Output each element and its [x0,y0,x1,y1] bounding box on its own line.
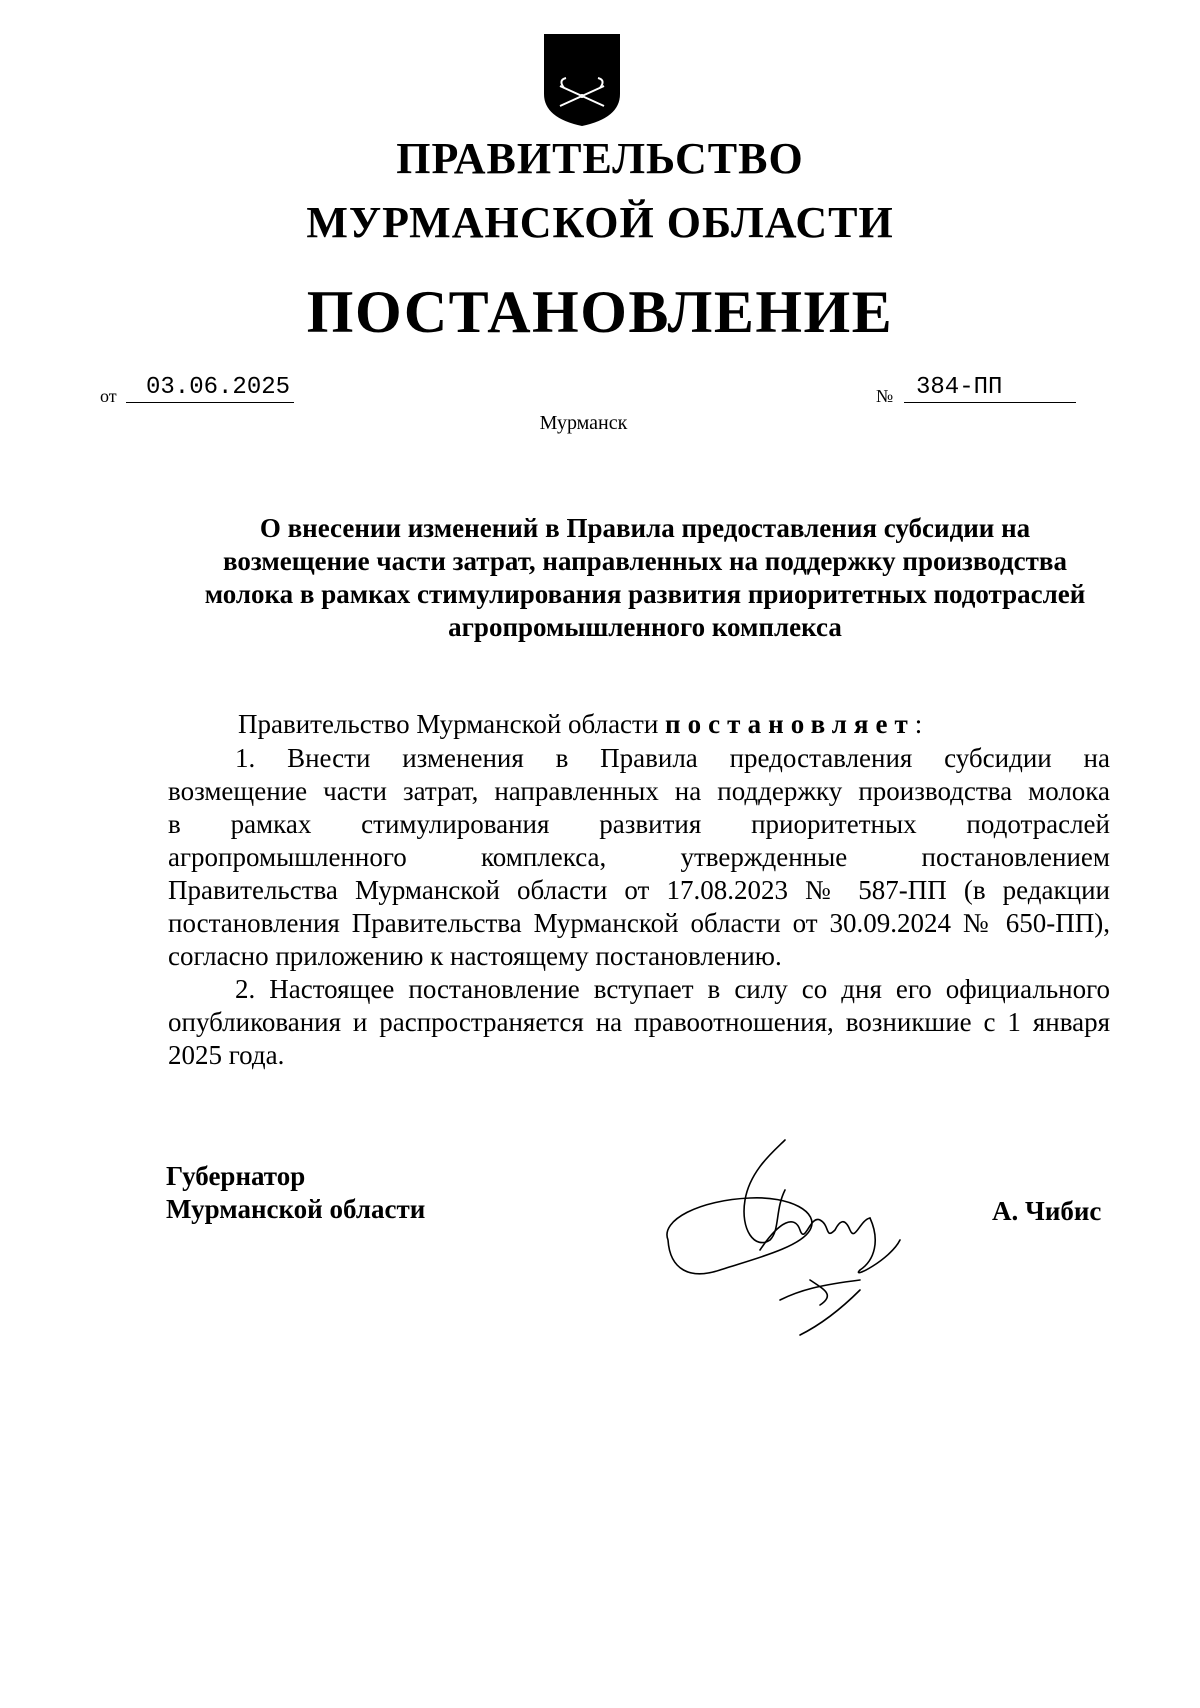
paragraph-1-line: согласно приложению к настоящему постановлению. [168,941,782,971]
paragraph-1-line: возмещение части затрат, направленных на поддержку производства молока [168,776,1110,806]
date-prefix: от [100,386,117,406]
paragraph-1-line: 1. Внести изменения в Правила предоставления субсидии на [235,743,1110,773]
paragraph-2-line: 2. Настоящее постановление вступает в силу со дня его официального [235,974,1110,1004]
subject-line: агропромышленного комплекса [448,612,842,642]
number-prefix: № [876,386,894,406]
subject-line: молока в рамках стимулирования развития приоритетных подотраслей [204,579,1086,609]
document-type-heading: ПОСТАНОВЛЕНИЕ [306,279,894,345]
signatory-position-line: Губернатор [166,1161,306,1191]
subject-line: возмещение части затрат, направленных на поддержку производства [222,546,1067,576]
paragraph-1-line: постановления Правительства Мурманской области от 30.09.2024 № 650-ПП), [168,908,1110,938]
date-underline [126,402,294,403]
paragraph-1-line: в рамках стимулирования развития приоритетных подотраслей [168,809,1110,839]
intro-verb: постановляет [665,709,915,739]
coat-of-arms-emblem [542,32,622,128]
document-subject [170,512,1120,644]
paragraph-2-line: 2025 года. [168,1040,285,1070]
subject-line: О внесении изменений в Правила предоставления субсидии на [259,513,1031,543]
intro-paragraph [238,708,922,741]
signatory-position-line: Мурманской области [166,1194,426,1224]
intro-prefix: Правительство Мурманской области [238,709,666,739]
paragraph-1-line: Правительства Мурманской области от 17.08.2023 № 587-ПП (в редакции [168,875,1110,905]
paragraph-2-line: опубликования и распространяется на правоотношения, возникшие с 1 января [168,1007,1110,1037]
intro-suffix: : [914,709,923,739]
signatory-name: А. Чибис [992,1196,1102,1226]
signatory-position [166,1160,425,1226]
number-underline [904,402,1076,403]
document-date: 03.06.2025 [146,374,291,401]
government-title-line2: МУРМАНСКОЙ ОБЛАСТИ [306,198,894,247]
city-label: Мурманск [539,412,628,434]
government-title-line1: ПРАВИТЕЛЬСТВО [396,134,804,183]
handwritten-signature [660,1120,940,1340]
paragraph-1-line: агропромышленного комплекса, утвержденные постановлением [168,842,1110,872]
document-number: 384-ПП [916,374,1003,401]
